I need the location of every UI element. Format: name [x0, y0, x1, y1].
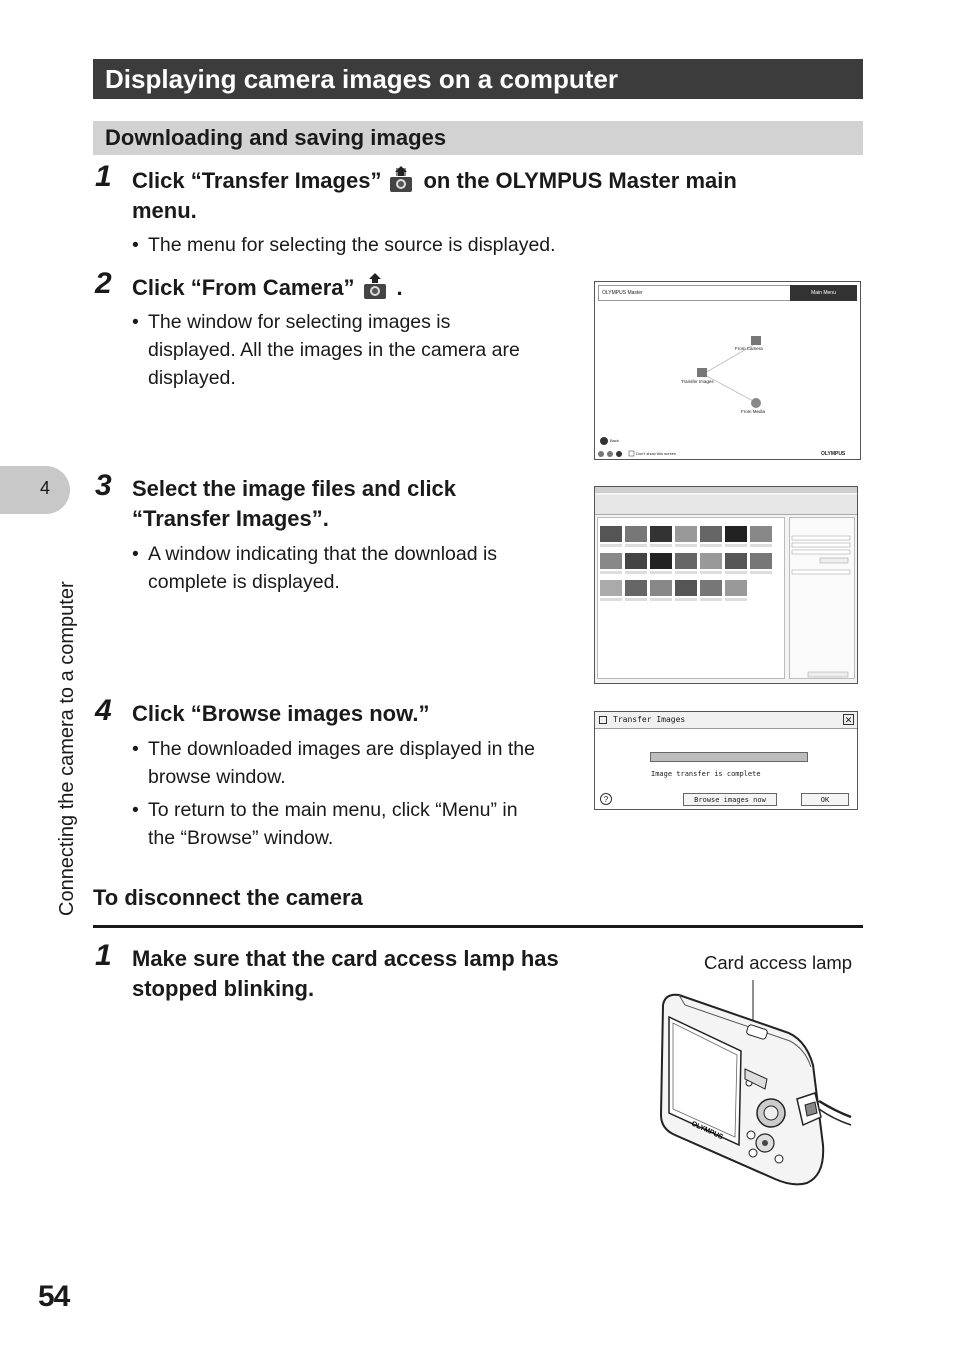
step-2-bullet — [132, 308, 582, 392]
dialog-app-icon — [599, 716, 607, 724]
disconnect-step-text — [132, 944, 632, 1004]
step-1-text — [132, 165, 852, 226]
window-titlebar — [595, 487, 858, 493]
chapter-tab — [0, 466, 70, 514]
screenshot-main-menu — [594, 281, 861, 460]
from-media-label[interactable]: From Media — [741, 409, 766, 414]
screenshot-transfer-dialog — [594, 711, 858, 810]
page-title: Displaying camera images on a computer — [93, 59, 863, 99]
disconnect-step-line: stopped blinking. — [132, 976, 315, 1001]
from-camera-label[interactable]: From Camera — [735, 346, 763, 351]
disconnect-step-line: Make sure that the card access lamp has — [132, 946, 559, 971]
step-4-bullet-line: the “Browse” window. — [148, 827, 334, 849]
step-4-bullet-line: To return to the main menu, click “Menu” in — [148, 799, 518, 821]
ok-button[interactable]: OK — [801, 793, 849, 806]
progress-fill — [651, 753, 807, 761]
step-3-bullet-line: complete is displayed. — [148, 571, 340, 593]
transfer-images-label[interactable]: Transfer Images — [681, 379, 714, 384]
disconnect-step-number: 1 — [95, 939, 112, 972]
step-4-number: 4 — [95, 694, 112, 727]
disconnect-title: To disconnect the camera — [93, 885, 363, 910]
screenshot-transfer-window — [594, 486, 858, 684]
step-2-text — [132, 272, 572, 303]
step-3-bullet — [132, 540, 582, 596]
step-3-text-line: “Transfer Images”. — [132, 506, 329, 531]
close-icon[interactable]: ✕ — [844, 715, 853, 725]
window-toolbar — [595, 495, 858, 515]
progress-bar — [650, 752, 808, 762]
olympus-logo: OLYMPUS — [821, 451, 846, 457]
step-2-number: 2 — [95, 267, 112, 300]
thumbnail-grid — [598, 518, 784, 678]
divider — [93, 925, 863, 928]
step-1-bullet: • The menu for selecting the source is displayed. — [132, 231, 732, 259]
step-2-text-a: Click “From Camera” — [132, 275, 355, 300]
section-title: Downloading and saving images — [93, 121, 863, 155]
options-form — [790, 518, 854, 678]
from-camera-icon — [361, 272, 391, 302]
thumbnail-area — [597, 517, 785, 679]
camera-illustration — [655, 975, 855, 1190]
svg-text:OLYMPUS: OLYMPUS — [690, 1120, 724, 1142]
step-1-text-b: on the OLYMPUS Master main — [423, 168, 737, 193]
step-3-text — [132, 474, 572, 534]
chapter-label: Connecting the camera to a computer — [56, 581, 78, 916]
step-2-text-b: . — [396, 275, 403, 300]
step-4-bullet-1 — [132, 735, 582, 791]
main-menu-button[interactable]: Main Menu — [790, 285, 857, 301]
step-1-number: 1 — [95, 160, 112, 193]
page-number: 54 — [38, 1280, 70, 1313]
help-icon[interactable]: ? — [600, 793, 612, 805]
dont-show-label[interactable]: Don't show this screen — [636, 451, 677, 456]
step-2-bullet-line: The window for selecting images is — [148, 311, 451, 333]
step-4-bullet-2 — [132, 796, 582, 852]
main-menu-titlebar: OLYMPUS Master — [598, 285, 857, 301]
card-access-lamp-label: Card access lamp — [704, 952, 853, 973]
transfer-images-icon — [387, 165, 417, 195]
menu-connector-lines — [595, 282, 861, 460]
step-3-text-line: Select the image files and click — [132, 476, 457, 501]
back-label[interactable]: Back — [610, 438, 619, 443]
step-2-bullet-line: displayed. — [148, 367, 236, 389]
step-3-number: 3 — [95, 469, 112, 502]
browse-images-now-button[interactable]: Browse images now — [683, 793, 777, 806]
step-3-bullet-line: A window indicating that the download is — [148, 543, 498, 565]
step-1-text-c: menu. — [132, 198, 197, 223]
step-1-text-a: Click “Transfer Images” — [132, 168, 382, 193]
step-4-bullet-line: The downloaded images are displayed in the — [148, 738, 536, 760]
step-4-bullet-line: browse window. — [148, 766, 286, 788]
dialog-message: Image transfer is complete — [651, 770, 761, 778]
transfer-options-panel — [789, 517, 855, 679]
chapter-number: 4 — [40, 478, 51, 498]
step-4-text: Click “Browse images now.” — [132, 701, 430, 726]
step-2-bullet-line: displayed. All the images in the camera are — [148, 339, 520, 361]
dialog-title: Transfer Images — [613, 715, 686, 724]
dialog-titlebar — [595, 712, 858, 729]
